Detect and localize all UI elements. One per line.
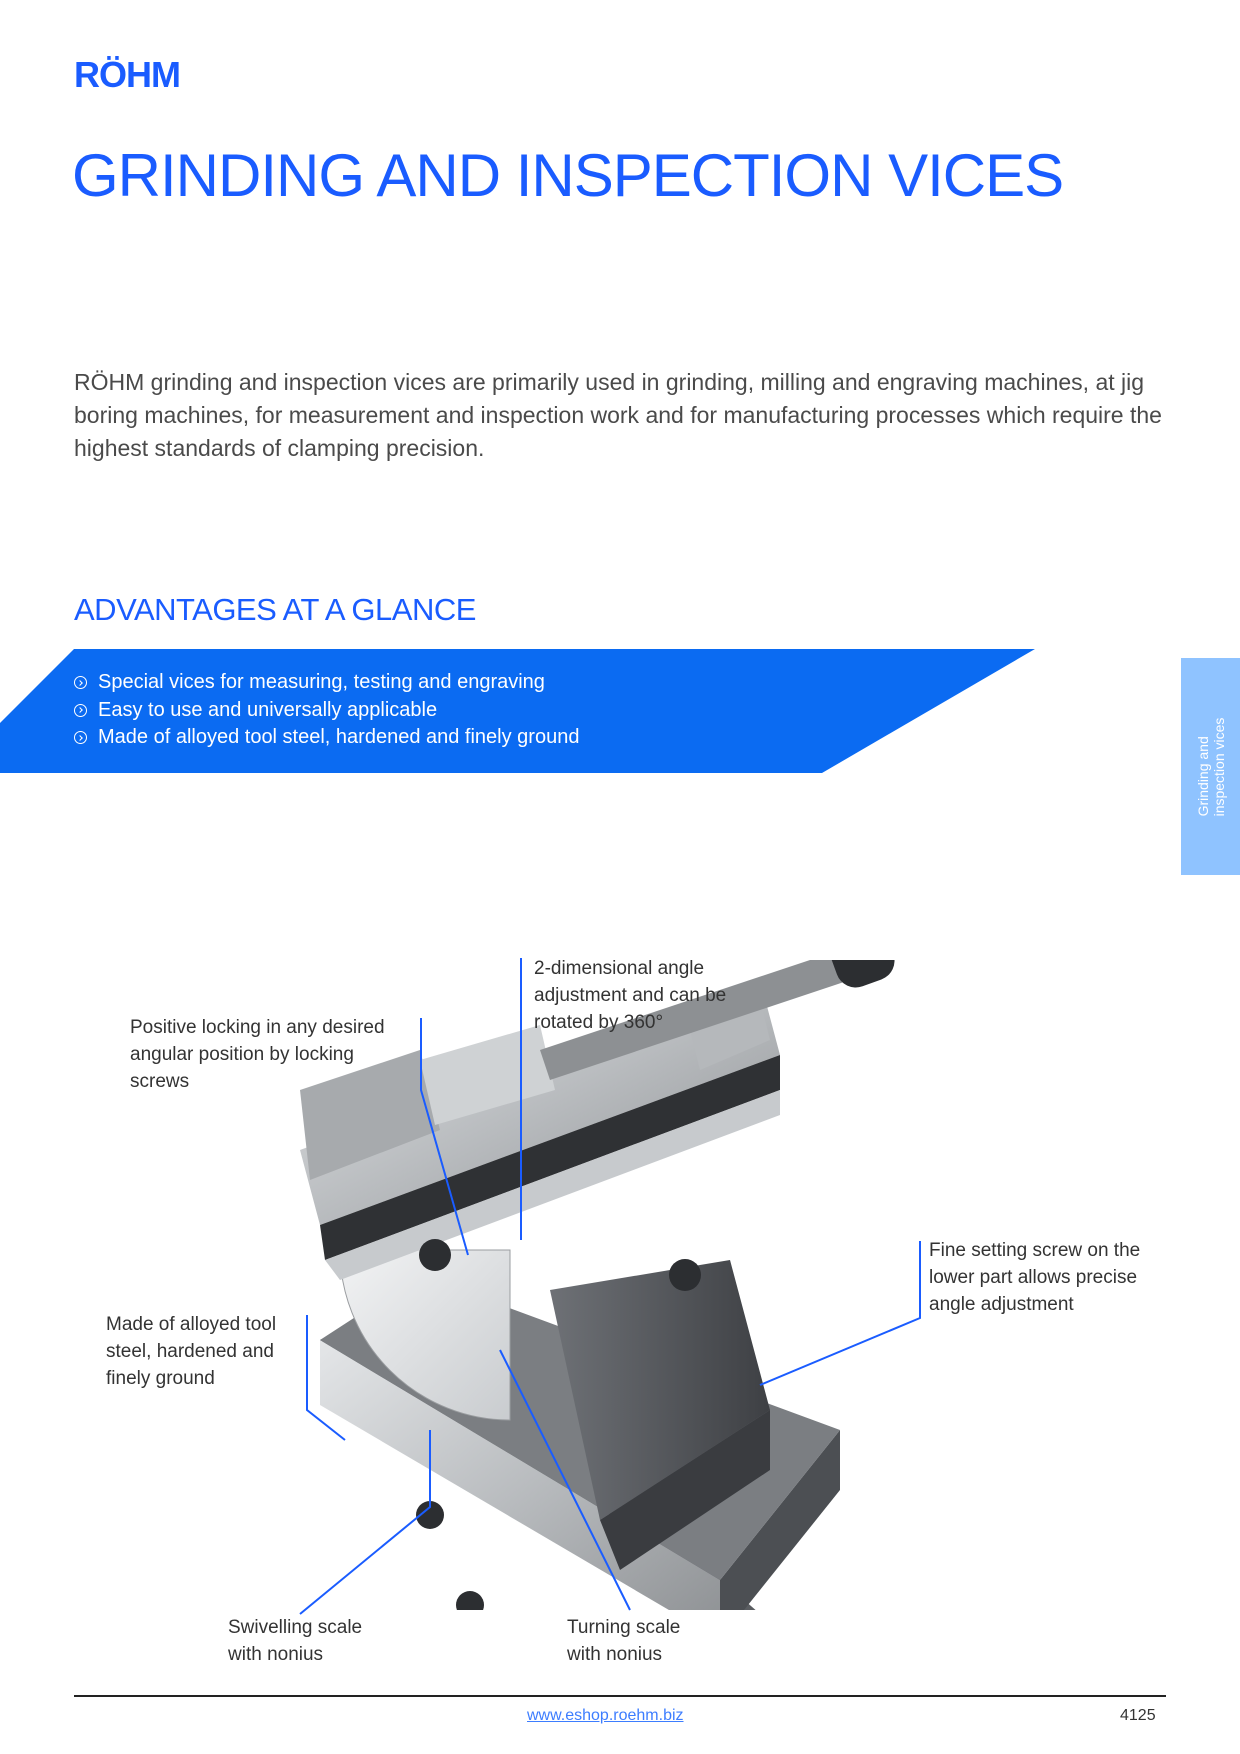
footer-divider — [74, 1695, 1166, 1697]
callout-material: Made of alloyed tool steel, hardened and finely ground — [106, 1314, 277, 1389]
footer-shop-link[interactable]: www.eshop.roehm.biz — [527, 1707, 684, 1724]
advantages-list — [74, 669, 579, 752]
advantage-text: Made of alloyed tool steel, hardened and finely ground — [98, 726, 580, 748]
svg-text:RÖHM: RÖHM — [74, 56, 180, 90]
callout-fine-screw: Fine setting screw on the lower part allows precise angle adjustment — [929, 1240, 1141, 1315]
callout-swivel-scale: Swivelling scale with nonius — [228, 1617, 363, 1665]
arrow-circle-icon — [74, 676, 87, 689]
callout-turning-scale: Turning scale with nonius — [567, 1617, 681, 1665]
advantage-text: Special vices for measuring, testing and engraving — [98, 671, 545, 693]
advantage-text: Easy to use and universally applicable — [98, 698, 438, 721]
intro-paragraph: RÖHM grinding and inspection vices are primarily used in grinding, milling and engraving machines, at jig boring machines, for measurement and inspection work and for manufacturing processes which require the highest standards of clamping precision. — [74, 369, 1162, 461]
callout-angle: 2-dimensional angle adjustment and can be rotated by 360° — [534, 958, 727, 1033]
advantages-heading: ADVANTAGES AT A GLANCE — [74, 592, 476, 627]
arrow-circle-icon — [74, 731, 87, 744]
side-tab-label: Grinding and inspection vices — [1194, 717, 1227, 816]
callout-locking: Positive locking in any desired angular position by locking screws — [130, 1017, 385, 1092]
arrow-circle-icon — [74, 704, 87, 717]
advantage-item — [74, 697, 579, 725]
page-title: GRINDING AND INSPECTION VICES — [72, 142, 1064, 209]
roehm-logo — [74, 56, 214, 90]
section-side-tab[interactable] — [1181, 658, 1240, 875]
advantage-item — [74, 724, 579, 752]
advantage-item — [74, 669, 579, 697]
vice-product-image — [300, 960, 1000, 1610]
page-number: 4125 — [1120, 1707, 1156, 1724]
